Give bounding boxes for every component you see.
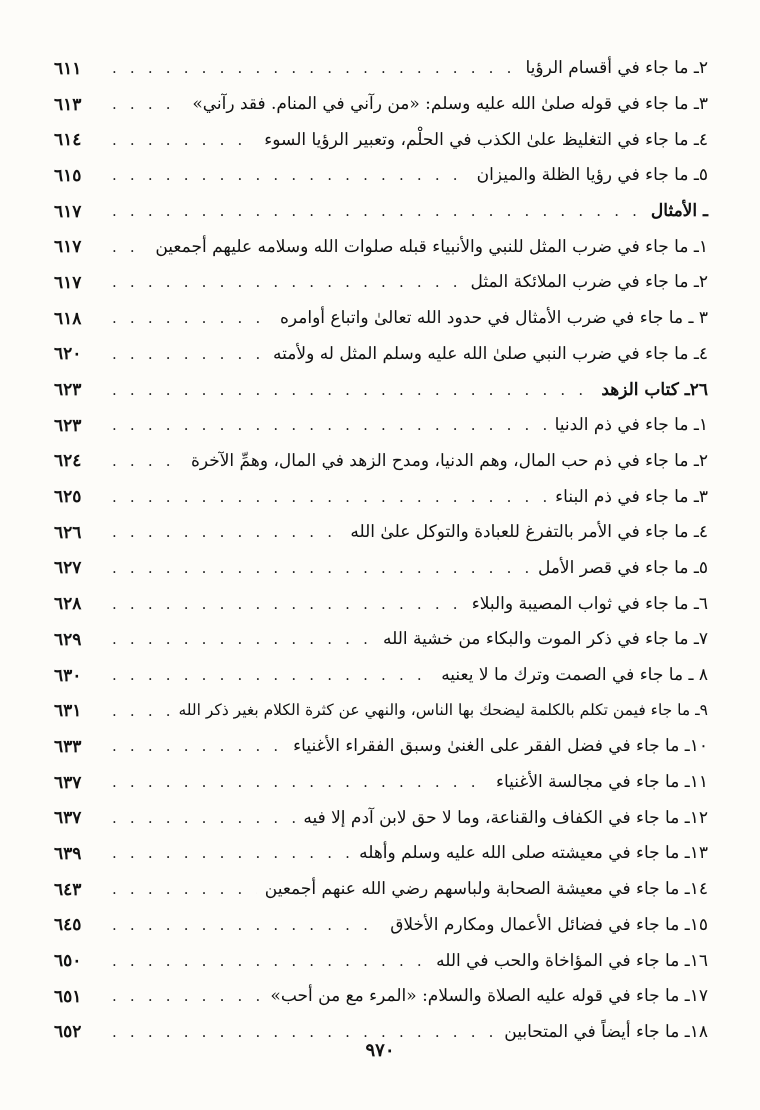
entry-page-number: ٦١٧ bbox=[54, 272, 82, 293]
entry-page-number: ٦٢٧ bbox=[54, 558, 82, 579]
entry-page-number: ٦١٥ bbox=[54, 165, 82, 186]
entry-title: ٣ ـ ما جاء في ضرب الأمثال في حدود الله تعالىٰ واتباع أوامره bbox=[279, 308, 708, 329]
toc-entry bbox=[54, 729, 708, 765]
dot-leader bbox=[112, 311, 272, 326]
entry-page-number: ٦١٨ bbox=[54, 308, 82, 329]
entry-page-number: ٦١٣ bbox=[54, 94, 82, 115]
toc-entry bbox=[54, 765, 708, 801]
dot-leader bbox=[112, 739, 285, 754]
entry-title: ١٤ـ ما جاء في معيشة الصحابة ولباسهم رضي الله عنهم أجمعين bbox=[264, 879, 708, 900]
dot-leader bbox=[112, 775, 488, 790]
entry-page-number: ٦٤٣ bbox=[54, 879, 82, 900]
dot-leader bbox=[112, 204, 643, 219]
entry-title: ١ـ ما جاء في ذم الدنيا bbox=[554, 415, 708, 436]
entry-page-number: ٦١١ bbox=[54, 58, 82, 79]
dot-leader bbox=[112, 383, 593, 398]
entry-title: ١٦ـ ما جاء في المؤاخاة والحب في الله bbox=[436, 950, 708, 971]
entry-title: ١١ـ ما جاء في مجالسة الأغنياء bbox=[496, 772, 708, 793]
entry-page-number: ٦٣٧ bbox=[54, 772, 82, 793]
entry-page-number: ٦٥٢ bbox=[54, 1022, 82, 1043]
entry-page-number: ٦٣١ bbox=[54, 701, 82, 722]
entry-page-number: ٦٣٧ bbox=[54, 808, 82, 829]
dot-leader bbox=[112, 168, 469, 183]
dot-leader bbox=[112, 490, 547, 505]
toc-entry bbox=[54, 551, 708, 587]
entry-page-number: ٦٣٩ bbox=[54, 843, 82, 864]
section-heading: ٢٦ـ كتاب الزهد bbox=[601, 379, 708, 400]
entry-page-number: ٦٢٨ bbox=[54, 594, 82, 615]
dot-leader bbox=[112, 240, 147, 255]
toc-entry bbox=[54, 836, 708, 872]
entry-title: ٥ـ ما جاء في قصر الأمل bbox=[537, 557, 708, 578]
toc-entry bbox=[54, 693, 708, 729]
entry-title: ٢ـ ما جاء في أقسام الرؤيا bbox=[525, 58, 708, 79]
toc-entry bbox=[54, 265, 708, 301]
entry-page-number: ٦٢٥ bbox=[54, 487, 82, 508]
dot-leader bbox=[112, 1025, 496, 1040]
entry-page-number: ٦١٧ bbox=[54, 237, 82, 258]
dot-leader bbox=[112, 97, 184, 112]
dot-leader bbox=[112, 632, 375, 647]
toc-entry bbox=[54, 408, 708, 444]
entry-page-number: ٦١٧ bbox=[54, 201, 82, 222]
toc-entry bbox=[54, 372, 708, 408]
entry-title: ١ـ ما جاء في ضرب المثل للنبي والأنبياء قبله صلوات الله وسلامه عليهم أجمعين bbox=[155, 236, 708, 257]
entry-page-number: ٦٢٤ bbox=[54, 451, 82, 472]
entry-title: ١٨ـ ما جاء أيضاً في المتحابين bbox=[504, 1021, 708, 1042]
section-heading: ـ الأمثال bbox=[650, 201, 708, 222]
toc-entry bbox=[54, 444, 708, 480]
toc-entry bbox=[54, 979, 708, 1015]
dot-leader bbox=[112, 846, 351, 861]
toc-entry bbox=[54, 479, 708, 515]
entry-title: ٨ ـ ما جاء في الصمت وترك ما لا يعنيه bbox=[441, 665, 708, 686]
dot-leader bbox=[112, 454, 183, 469]
dot-leader bbox=[112, 668, 433, 683]
toc-entry bbox=[54, 122, 708, 158]
entry-title: ١٢ـ ما جاء في الكفاف والقناعة، وما لا حق لابن آدم إلا فيه bbox=[303, 807, 708, 828]
dot-leader bbox=[112, 525, 342, 540]
toc-entry bbox=[54, 158, 708, 194]
entry-page-number: ٦٥٠ bbox=[54, 951, 82, 972]
entry-title: ١٥ـ ما جاء في فضائل الأعمال ومكارم الأخلاق bbox=[390, 914, 708, 935]
dot-leader bbox=[112, 347, 265, 362]
entry-page-number: ٦١٤ bbox=[54, 130, 82, 151]
dot-leader bbox=[112, 954, 428, 969]
entry-page-number: ٦٣٠ bbox=[54, 665, 82, 686]
entry-title: ٢ـ ما جاء في ذم حب المال، وهم الدنيا، ومدح الزهد في المال، وهمِّ الآخرة bbox=[190, 450, 708, 471]
entry-title: ٩ـ ما جاء فيمن تكلم بالكلمة ليضحك بها الناس، والنهي عن كثرة الكلام بغير ذكر الله bbox=[178, 701, 708, 720]
entry-title: ٤ـ ما جاء في الأمر بالتفرغ للعبادة والتوكل علىٰ الله bbox=[350, 522, 708, 543]
table-of-contents bbox=[54, 51, 708, 1050]
entry-title: ٤ـ ما جاء في التغليظ علىٰ الكذب في الحلْم، وتعبير الرؤيا السوء bbox=[264, 129, 708, 150]
toc-entry bbox=[54, 515, 708, 551]
toc-entry bbox=[54, 301, 708, 337]
dot-leader bbox=[112, 561, 530, 576]
toc-entry bbox=[54, 622, 708, 658]
dot-leader bbox=[112, 275, 463, 290]
entry-title: ٤ـ ما جاء في ضرب النبي صلىٰ الله عليه وسلم المثل له ولأمته bbox=[273, 343, 708, 364]
entry-page-number: ٦٢٦ bbox=[54, 522, 82, 543]
toc-entry bbox=[54, 872, 708, 908]
toc-entry bbox=[54, 337, 708, 373]
entry-title: ١٣ـ ما جاء في معيشته صلى الله عليه وسلم وأهله bbox=[359, 843, 708, 864]
toc-entry bbox=[54, 800, 708, 836]
entry-title: ١٧ـ ما جاء في قوله عليه الصلاة والسلام: «المرء مع من أحب» bbox=[270, 986, 708, 1007]
entry-page-number: ٦٢٣ bbox=[54, 380, 82, 401]
dot-leader bbox=[112, 918, 382, 933]
dot-leader bbox=[112, 597, 464, 612]
entry-title: ٧ـ ما جاء في ذكر الموت والبكاء من خشية الله bbox=[383, 629, 708, 650]
entry-page-number: ٦٢٩ bbox=[54, 629, 82, 650]
entry-title: ٣ـ ما جاء في قوله صلىٰ الله عليه وسلم: «من رآني في المنام. فقد رآني» bbox=[192, 94, 708, 115]
dot-leader bbox=[112, 61, 517, 76]
entry-title: ٥ـ ما جاء في رؤيا الظلة والميزان bbox=[476, 165, 708, 186]
toc-entry bbox=[54, 51, 708, 87]
entry-page-number: ٦٢٣ bbox=[54, 415, 82, 436]
entry-page-number: ٦٤٥ bbox=[54, 915, 82, 936]
entry-title: ٢ـ ما جاء في ضرب الملائكة المثل bbox=[470, 272, 708, 293]
toc-entry bbox=[54, 229, 708, 265]
toc-entry bbox=[54, 87, 708, 123]
entry-page-number: ٦٢٠ bbox=[54, 344, 82, 365]
dot-leader bbox=[112, 133, 256, 148]
toc-entry bbox=[54, 586, 708, 622]
entry-title: ١٠ـ ما جاء في فضل الفقر على الغنىٰ وسبق الفقراء الأغنياء bbox=[293, 736, 708, 757]
page-number: ٩٧٠ bbox=[365, 1040, 395, 1061]
entry-title: ٦ـ ما جاء في ثواب المصيبة والبلاء bbox=[471, 593, 708, 614]
dot-leader bbox=[112, 704, 170, 719]
entry-page-number: ٦٣٣ bbox=[54, 736, 82, 757]
toc-entry bbox=[54, 908, 708, 944]
dot-leader bbox=[112, 989, 262, 1004]
toc-entry bbox=[54, 943, 708, 979]
dot-leader bbox=[112, 811, 295, 826]
dot-leader bbox=[112, 418, 547, 433]
toc-entry bbox=[54, 194, 708, 230]
entry-page-number: ٦٥١ bbox=[54, 986, 82, 1007]
dot-leader bbox=[112, 882, 257, 897]
entry-title: ٣ـ ما جاء في ذم البناء bbox=[555, 486, 708, 507]
toc-entry bbox=[54, 658, 708, 694]
